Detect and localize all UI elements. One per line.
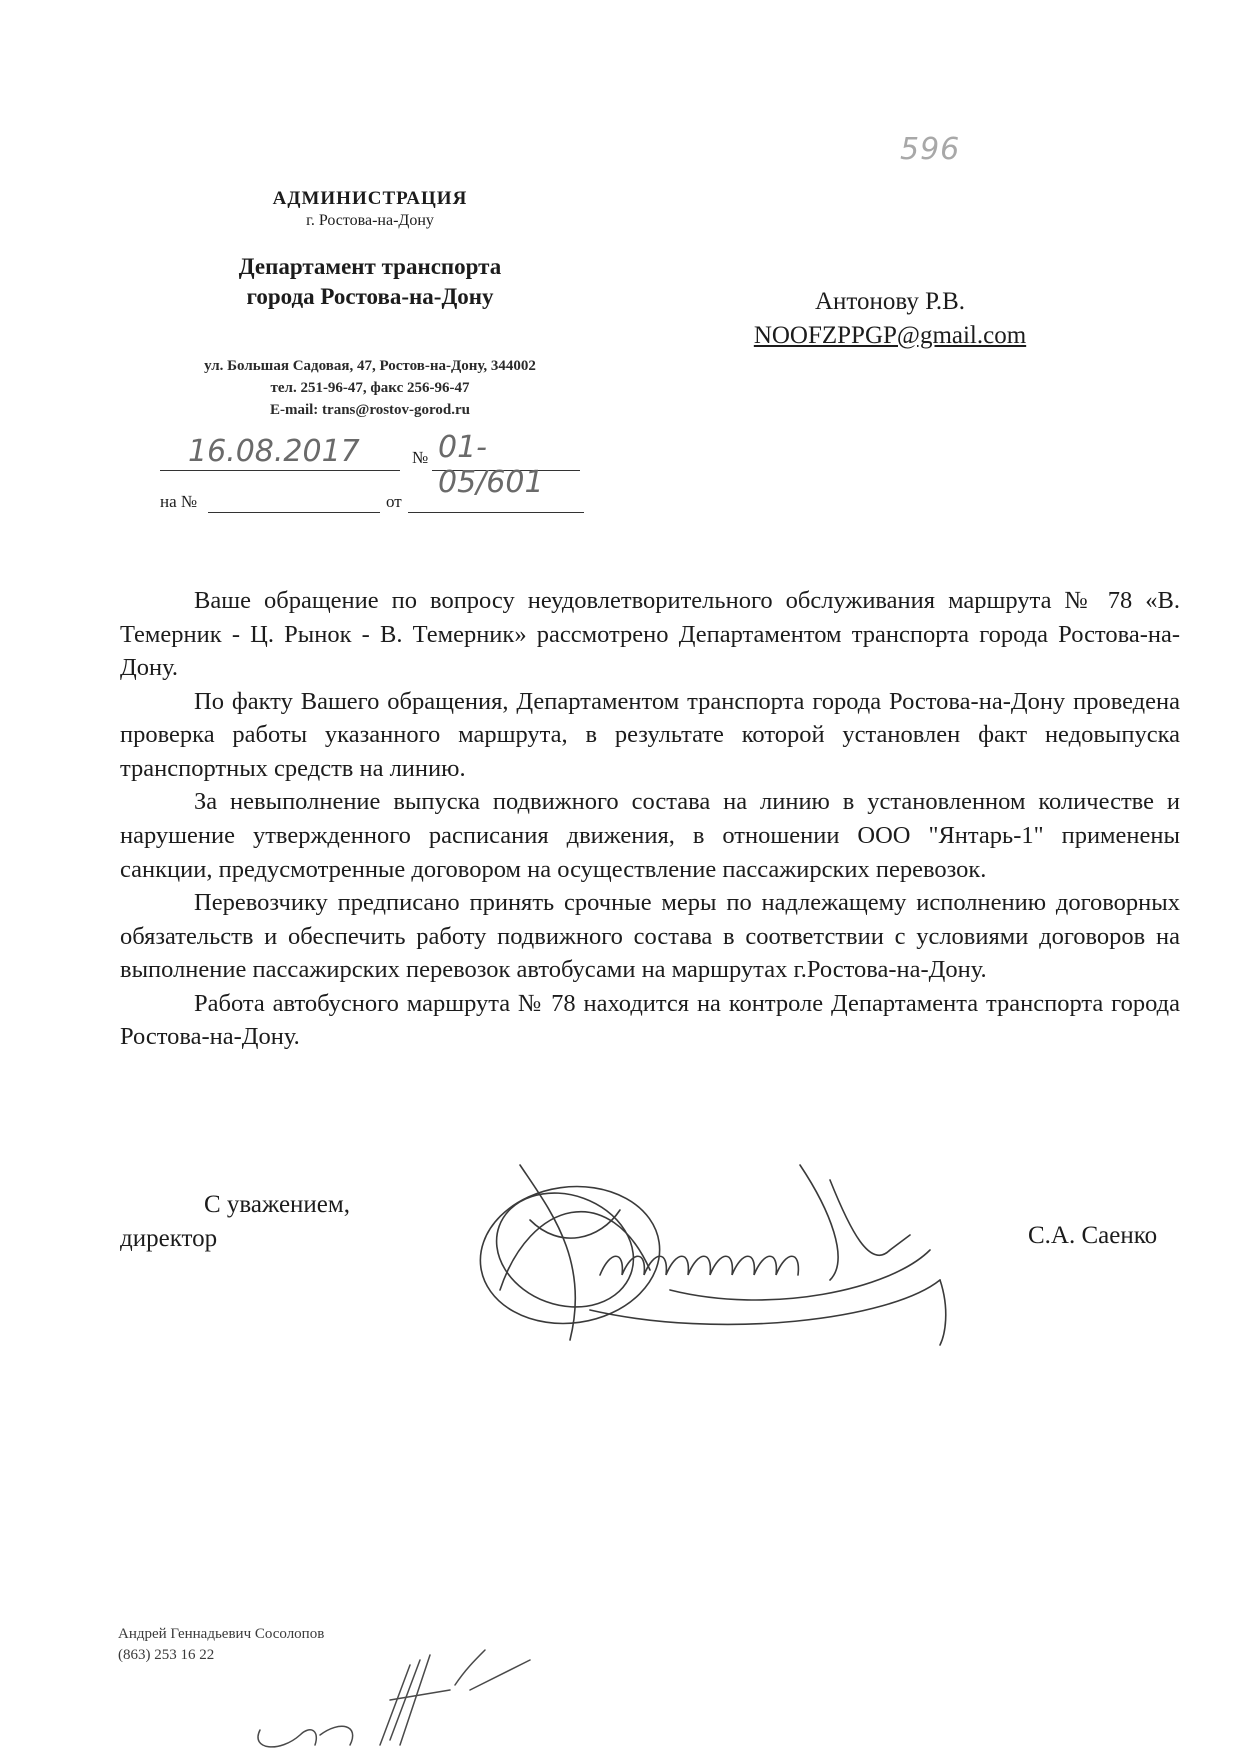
reference-date-underline bbox=[408, 512, 584, 513]
address: ул. Большая Садовая, 47, Ростов-на-Дону, 344002 bbox=[204, 358, 536, 374]
department-email: E-mail: trans@rostov-gorod.ru bbox=[269, 401, 471, 418]
signer-name: С.А. Саенко bbox=[1028, 1222, 1158, 1249]
signer-position: директор bbox=[120, 1224, 218, 1252]
closing-phrase: С уважением, bbox=[204, 1191, 350, 1218]
reference-number-underline bbox=[208, 512, 380, 513]
registration-date: 16.08.2017 bbox=[188, 434, 360, 469]
department-line-1: Департамент транспорта bbox=[238, 254, 502, 279]
body-paragraph: За невыполнение выпуска подвижного состава на линию в установленном количестве и нарушение утвержденного расписания движения, в отношении ООО "Янтарь-1" применены санкции, предусмотренные договором на осуществление пассажирских перевозок. bbox=[120, 788, 1180, 883]
registration-number-label: № bbox=[412, 448, 429, 467]
phones: тел. 251-96-47, факс 256-96-47 bbox=[270, 379, 470, 396]
recipient-name: Антонову Р.В. bbox=[814, 288, 966, 315]
department-line-2: города Ростова-на-Дону bbox=[246, 283, 494, 309]
reference-number-label: на № bbox=[160, 492, 198, 511]
org-city: г. Ростова-на-Дону bbox=[306, 212, 434, 229]
signature bbox=[470, 1140, 1030, 1350]
executor-name: Андрей Геннадьевич Сосолопов bbox=[118, 1626, 325, 1642]
initials-signature bbox=[240, 1630, 540, 1753]
body-paragraph: По факту Вашего обращения, Департаментом транспорта города Ростова-на-Дону проведена проверка работы указанного маршрута, в результате которой установлен факт недовыпуска транспортных средств на линию. bbox=[120, 687, 1180, 782]
department-title bbox=[150, 252, 590, 312]
body-paragraph: Ваше обращение по вопросу неудовлетворительного обслуживания маршрута № 78 «В. Темерник - Ц. Рынок - В. Темерник» рассмотрено Департаментом транспорта города Ростова-на-Дону. bbox=[120, 587, 1180, 682]
registration-line bbox=[160, 430, 580, 500]
letterhead bbox=[150, 188, 590, 312]
org-title: АДМИНИСТРАЦИЯ bbox=[272, 188, 468, 209]
recipient bbox=[700, 285, 1080, 353]
closing bbox=[120, 1188, 350, 1256]
body-paragraph: Перевозчику предписано принять срочные меры по надлежащему исполнению договорных обязательств и обеспечить работу подвижного состава в соответствии с условиями договоров на выполнение пассажирских перевозок автобусами на маршрутах г.Ростова-на-Дону. bbox=[120, 889, 1180, 984]
reference-line bbox=[160, 490, 590, 520]
executor-phone: (863) 253 16 22 bbox=[118, 1647, 215, 1663]
page-number: 596 bbox=[900, 132, 961, 167]
registration-number: 01-05/601 bbox=[438, 430, 544, 500]
contact-block bbox=[150, 356, 590, 421]
letter-body bbox=[120, 584, 1180, 1054]
body-paragraph: Работа автобусного маршрута № 78 находится на контроле Департамента транспорта города Ростова-на-Дону. bbox=[120, 989, 1180, 1051]
reference-from-label: от bbox=[386, 492, 402, 511]
date-underline bbox=[160, 470, 400, 471]
recipient-email[interactable]: NOOFZPPGP@gmail.com bbox=[753, 321, 1027, 349]
